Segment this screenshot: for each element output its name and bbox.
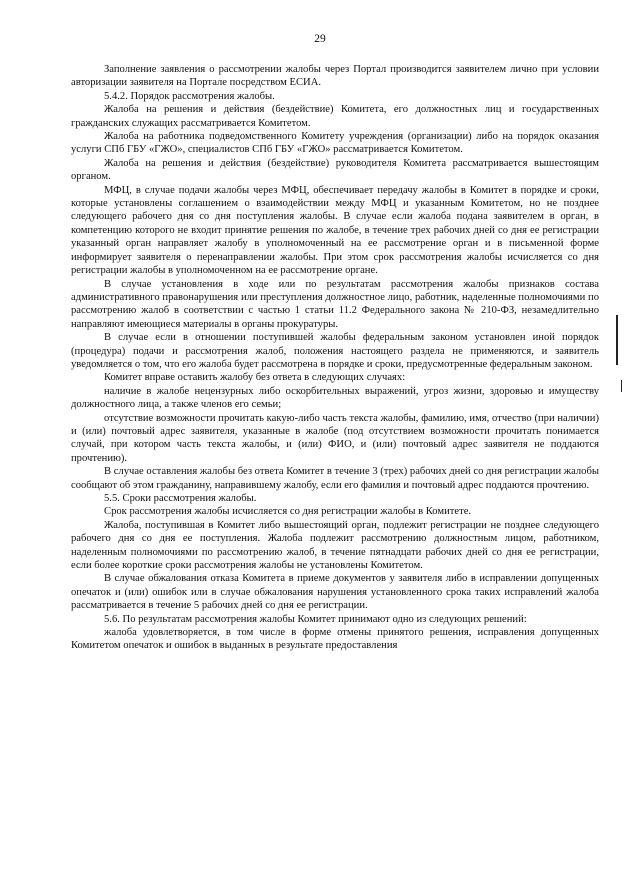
paragraph: В случае установления в ходе или по результатам рассмотрения жалобы признаков состава административного правонарушения или преступления должностное лицо, работник, наделенные полномочиями по рассмотрению жалоб в соответствии с частью 1 статьи 11.2 Федерального закона № 210-ФЗ, незамедлительно направляют имеющиеся материалы в органы прокуратуры. [71,278,599,330]
paragraph: наличие в жалобе нецензурных либо оскорбительных выражений, угроз жизни, здоровью и имуществу должностного лица, а также членов его семьи; [71,385,599,411]
paragraph: 5.4.2. Порядок рассмотрения жалобы. [104,90,275,102]
paragraph: отсутствие возможности прочитать какую-либо часть текста жалобы, фамилию, имя, отчество (при наличии) и (или) почтовый адрес заявителя, указанные в жалобе (под отсутствием возможности прочитать понимается случай, при котором часть текста жалобы, и (или) ФИО, и (или) почтовый адрес заявителя не поддаются прочтению). [71,412,599,464]
page-number: 29 [314,33,326,45]
paragraph: Жалоба на решения и действия (бездействие) руководителя Комитета рассматривается вышестоящим органом. [71,157,599,183]
paragraph: Жалоба на работника подведомственного Комитету учреждения (организации) либо на порядок оказания услуги СПб ГБУ «ГЖО», специалистов СПб ГБУ «ГЖО» рассматривается Комитетом. [71,131,599,156]
paragraph: МФЦ, в случае подачи жалобы через МФЦ, обеспечивает передачу жалобы в Комитет в порядке и сроки, которые установлены соглашением о взаимодействии между МФЦ и указанным Комитетом, но не позднее следующего рабочего дня со дня поступления жалобы. В случае если жалоба подана заявителем в орган, в компетенцию которого не входит принятие решения по жалобе, в течение трех рабочих дней со дня ее регистрации указанный орган направляет жалобу в уполномоченный на ее рассмотрение орган и в письменной форме информирует заявителя о перенаправлении жалобы. При этом срок рассмотрения жалобы исчисляется со дня регистрации жалобы в уполномоченном на ее рассмотрение органе. [71,184,599,277]
paragraph: 5.5. Сроки рассмотрения жалобы. [104,493,257,504]
paragraph: В случае если в отношении поступившей жалобы федеральным законом установлен иной порядок (процедура) подачи и рассмотрения жалоб, положения настоящего раздела не применяются, и заявитель уведомляется о том, что его жалоба будет рассмотрена в порядке и сроки, предусмотренные федеральным законом. [71,332,599,370]
paragraph: Жалоба на решения и действия (бездействие) Комитета, его должностных лиц и государственных гражданских служащих рассматривается Комитетом. [71,104,599,129]
paragraph: жалоба удовлетворяется, в том числе в форме отмены принятого решения, исправления допущенных Комитетом опечаток и ошибок в выданных в результате предоставления [71,627,599,652]
paragraph: Заполнение заявления о рассмотрении жалобы через Портал производится заявителем лично при условии авторизации заявителя на Портале посредством ЕСИА. [71,64,599,89]
paragraph: Жалоба, поступившая в Комитет либо вышестоящий орган, подлежит регистрации не позднее следующего рабочего дня со дня ее поступления. Жалоба подлежит рассмотрению должностным лицом, работником, наделенным полномочиями по рассмотрению жалоб, в течение пятнадцати рабочих дней со дня ее регистрации, если более короткие сроки рассмотрения жалобы не установлены Комитетом. [71,519,599,572]
paragraph: 5.6. По результатам рассмотрения жалобы Комитет принимают одно из следующих решений: [104,613,527,625]
paragraph: Срок рассмотрения жалобы исчисляется со дня регистрации жалобы в Комитете. [104,506,472,518]
paragraph: Комитет вправе оставить жалобу без ответа в следующих случаях: [104,372,406,384]
document-body [71,63,599,653]
margin-mark [621,380,622,392]
paragraph: В случае обжалования отказа Комитета в приеме документов у заявителя либо в исправлении допущенных опечаток и (или) ошибок или в случае обжалования нарушения установленного срока таких исправлений жалоба рассматривается в течение 5 рабочих дней со дня ее регистрации. [71,573,599,612]
paragraph: В случае оставления жалобы без ответа Комитет в течение 3 (трех) рабочих дней со дня регистрации жалобы сообщают об этом гражданину, направившему жалобу, если его фамилия и почтовый адрес поддаются прочтению. [71,466,599,491]
margin-mark [616,315,618,365]
